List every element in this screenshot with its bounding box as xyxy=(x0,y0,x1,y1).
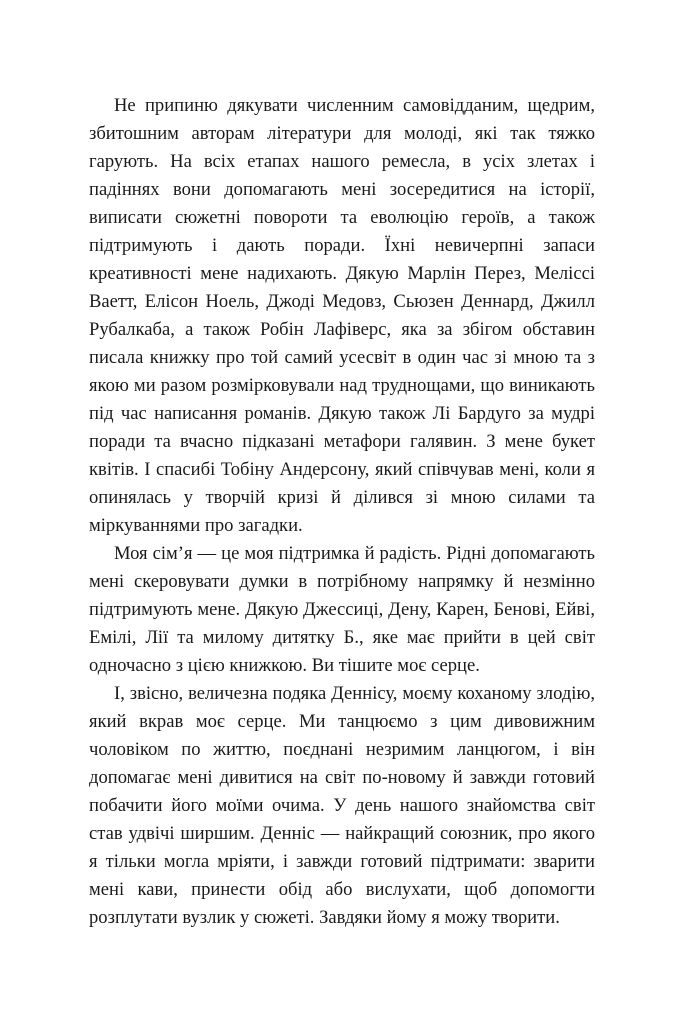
acknowledgement-paragraph-family: Моя сім’я — це моя підтримка й радість. Рідні допомагають мені скеровувати думки в потрібному напрямку й незмінно підтримують мене. Дякую Джессиці, Дену, Карен, Бенові, Ейві, Емілі, Лії та милому дитятку Б., яке має прийти в цей світ одночасно з цією книжкою. Ви тішите моє серце. xyxy=(89,543,595,676)
acknowledgement-paragraph-dennis: І, звісно, величезна подяка Деннісу, моєму коханому злодію, який вкрав моє серце. Ми танцюємо з цим дивовижним чоловіком по життю, поєднані незримим ланцюгом, і він допомагає мені дивитися на світ по-новому й завжди готовий побачити його моїми очима. У день нашого знайомства світ став удвічі ширшим. Денніс — найкращий союзник, про якого я тільки могла мріяти, і завжди готовий підтримати: зварити мені кави, принести обід або вислухати, щоб допомогти розплутати вузлик у сюжеті. Завдяки йому я можу творити. xyxy=(89,683,595,928)
acknowledgement-paragraph-authors: Не припиню дякувати численним самовідданим, щедрим, збитошним авторам літератури для молоді, які так тяжко гарують. На всіх етапах нашого ремесла, в усіх злетах і падіннях вони допомагають мені зосередитися на історії, виписати сюжетні повороти та еволюцію героїв, а також підтримують і дають поради. Їхні невичерпні запаси креативності мене надихають. Дякую Марлін Перез, Меліссі Ваетт, Елісон Ноель, Джоді Медовз, Сьюзен Деннард, Джилл Рубалкаба, а також Робін Лафіверс, яка за збігом обставин писала книжку про той самий усесвіт в один час зі мною та з якою ми разом розмірковували над труднощами, що виникають під час написання романів. Дякую також Лі Бардуго за мудрі поради та вчасно підказані метафори галявин. З мене букет квітів. І спасибі Тобіну Андерсону, який співчував мені, коли я опинялась у творчій кризі й ділився зі мною силами та міркуваннями про загадки. xyxy=(89,95,595,536)
book-page-text xyxy=(89,92,595,932)
